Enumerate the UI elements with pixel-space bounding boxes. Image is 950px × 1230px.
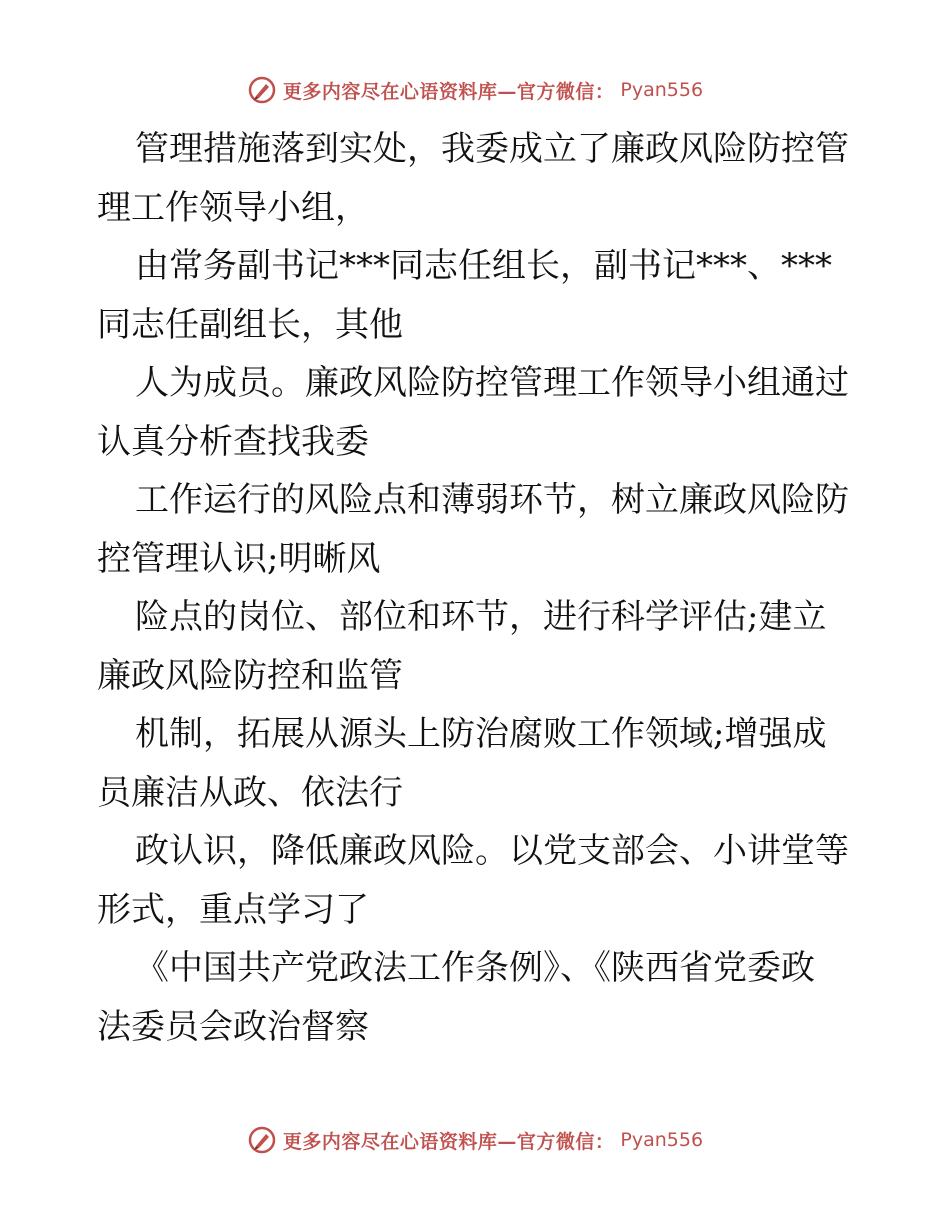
body-text bbox=[97, 120, 857, 1056]
footer-watermark bbox=[0, 1122, 950, 1158]
text-line: 机制，拓展从源头上防治腐败工作领域;增强成 bbox=[135, 714, 827, 754]
header-brand-text: 更多内容尽在心语资料库—官方微信： bbox=[282, 80, 615, 103]
pen-logo-icon bbox=[247, 1125, 277, 1155]
text-line: 法委员会政治督察 bbox=[97, 1006, 369, 1047]
text-line: 理工作领导小组， bbox=[97, 187, 369, 228]
text-line: 认真分析查找我委 bbox=[97, 421, 369, 462]
text-line: 员廉洁从政、依法行 bbox=[97, 772, 403, 813]
text-line: 人为成员。廉政风险防控管理工作领导小组通过 bbox=[135, 363, 849, 403]
header-wechat-id: Pyan556 bbox=[620, 79, 704, 101]
text-line: 由常务副书记***同志任组长，副书记***、*** bbox=[135, 246, 832, 286]
text-line: 同志任副组长，其他 bbox=[97, 304, 403, 345]
pen-logo-icon bbox=[247, 75, 277, 105]
footer-brand-text: 更多内容尽在心语资料库—官方微信： bbox=[282, 1130, 615, 1153]
text-line: 控管理认识;明晰风 bbox=[97, 538, 381, 579]
text-line: 政认识，降低廉政风险。以党支部会、小讲堂等 bbox=[135, 831, 849, 871]
text-line: 《中国共产党政法工作条例》、《陕西省党委政 bbox=[135, 948, 815, 988]
text-line: 形式，重点学习了 bbox=[97, 889, 369, 930]
text-line: 廉政风险防控和监管 bbox=[97, 655, 403, 696]
footer-wechat-id: Pyan556 bbox=[620, 1129, 704, 1151]
text-line: 工作运行的风险点和薄弱环节，树立廉政风险防 bbox=[135, 480, 849, 520]
text-line: 管理措施落到实处，我委成立了廉政风险防控管 bbox=[135, 129, 849, 169]
text-line: 险点的岗位、部位和环节，进行科学评估;建立 bbox=[135, 597, 827, 637]
header-watermark bbox=[0, 72, 950, 108]
